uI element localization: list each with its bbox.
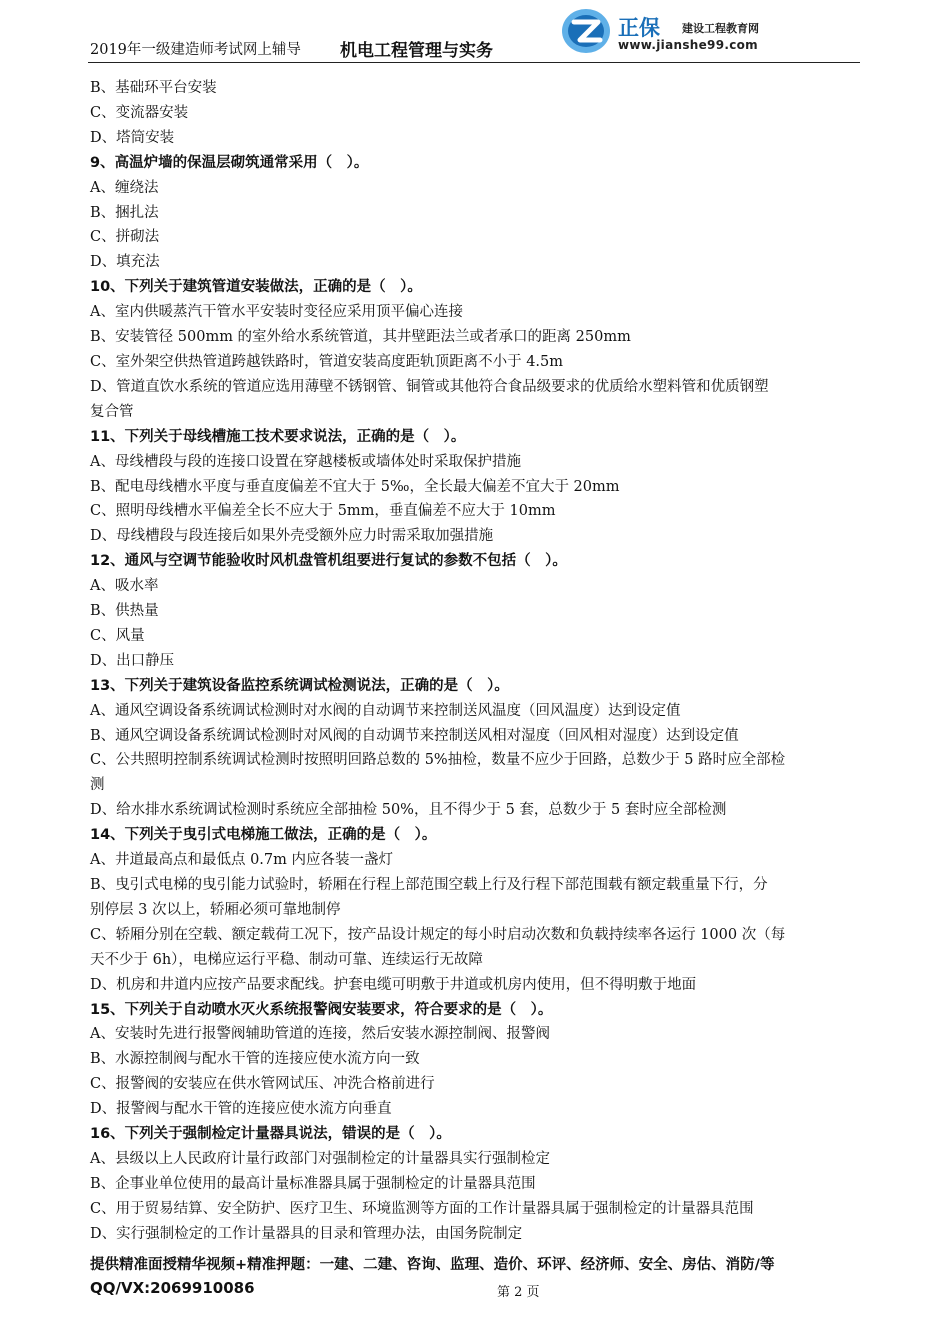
answer-option: 复合管: [90, 403, 134, 420]
answer-option: A、缠绕法: [90, 179, 159, 196]
answer-option: C、室外架空供热管道跨越铁路时，管道安装高度距轨顶距离不小于 4.5m: [90, 353, 564, 370]
answer-option: C、照明母线槽水平偏差全长不应大于 5mm，垂直偏差不应大于 10mm: [90, 503, 556, 520]
answer-option: B、供热量: [90, 603, 159, 620]
answer-option: D、管道直饮水系统的管道应选用薄壁不锈钢管、铜管或其他符合食品级要求的优质给水塑料管和优质钢塑: [90, 378, 769, 395]
question-stem: 13、下列关于建筑设备监控系统调试检测说法，正确的是（ ）。: [90, 677, 509, 694]
answer-option: D、填充法: [90, 254, 160, 271]
answer-option: B、基础环平台安装: [90, 80, 217, 96]
answer-option: 别停层 3 次以上，轿厢必须可靠地制停: [90, 901, 341, 918]
answer-option: B、水源控制阀与配水干管的连接应使水流方向一致: [90, 1051, 420, 1068]
page-number: 第 2 页: [497, 1285, 540, 1300]
answer-option: D、出口静压: [90, 652, 175, 669]
answer-option: B、企事业单位使用的最高计量标准器具属于强制检定的计量器具范围: [90, 1175, 536, 1192]
answer-option: C、用于贸易结算、安全防护、医疗卫生、环境监测等方面的工作计量器具属于强制检定的计量器具范围: [90, 1200, 754, 1217]
logo-website-url: www.jianshe99.com: [618, 38, 758, 52]
answer-option: D、给水排水系统调试检测时系统应全部抽检 50%，且不得少于 5 套，总数少于 5 套时应全部检测: [90, 802, 727, 819]
page-header: [88, 0, 860, 63]
answer-option: D、塔筒安装: [90, 129, 175, 146]
question-stem: 9、高温炉墙的保温层砌筑通常采用（ ）。: [90, 154, 369, 171]
answer-option: A、县级以上人民政府计量行政部门对强制检定的计量器具实行强制检定: [90, 1150, 550, 1167]
answer-option: B、通风空调设备系统调试检测时对风阀的自动调节来控制送风相对湿度（回风相对湿度）达到设定值: [90, 727, 739, 744]
footer-contact: QQ/VX:2069910086: [90, 1279, 255, 1297]
answer-option: D、机房和井道内应按产品要求配线。护套电缆可明敷于井道或机房内使用，但不得明敷于地面: [90, 976, 697, 993]
brand-logo: [558, 4, 858, 58]
answer-option: C、轿厢分别在空载、额定载荷工况下，按产品设计规定的每小时启动次数和负载持续率各运行 1000 次（每: [90, 926, 786, 943]
answer-option: C、报警阀的安装应在供水管网试压、冲洗合格前进行: [90, 1076, 435, 1093]
answer-option: C、拼砌法: [90, 229, 160, 246]
question-stem: 11、下列关于母线槽施工技术要求说法，正确的是（ ）。: [90, 428, 466, 445]
question-stem: 10、下列关于建筑管道安装做法，正确的是（ ）。: [90, 279, 422, 296]
answer-option: A、安装时先进行报警阀辅助管道的连接，然后安装水源控制阀、报警阀: [90, 1026, 550, 1043]
answer-option: 天不少于 6h），电梯应运行平稳、制动可靠、连续运行无故障: [90, 951, 483, 968]
question-stem: 16、下列关于强制检定计量器具说法，错误的是（ ）。: [90, 1126, 451, 1143]
footer-promo-text: 提供精准面授精华视频+精准押题：一建、二建、咨询、监理、造价、环评、经济师、安全、房估、消防/等: [90, 1257, 775, 1273]
answer-option: C、公共照明控制系统调试检测时按照明回路总数的 5%抽检，数量不应少于回路，总数少于 5 路时应全部检: [90, 752, 786, 769]
answer-option: A、吸水率: [90, 578, 159, 595]
answer-option: D、母线槽段与段连接后如果外壳受额外应力时需采取加强措施: [90, 528, 494, 545]
answer-option: B、曳引式电梯的曳引能力试验时，轿厢在行程上部范围空载上行及行程下部范围载有额定载重量下行，分: [90, 877, 768, 893]
logo-brand-name: 正保: [618, 16, 660, 40]
answer-option: D、实行强制检定的工作计量器具的目录和管理办法，由国务院制定: [90, 1225, 523, 1242]
answer-option: A、母线槽段与段的连接口设置在穿越楼板或墙体处时采取保护措施: [90, 453, 521, 470]
answer-option: 测: [90, 777, 105, 794]
question-content: [90, 76, 862, 1247]
answer-option: A、室内供暖蒸汽干管水平安装时变径应采用顶平偏心连接: [90, 304, 463, 321]
answer-option: C、风量: [90, 627, 145, 644]
question-stem: 12、通风与空调节能验收时风机盘管机组要进行复试的参数不包括（ ）。: [90, 553, 567, 570]
question-stem: 14、下列关于曳引式电梯施工做法，正确的是（ ）。: [90, 827, 437, 844]
answer-option: B、配电母线槽水平度与垂直度偏差不宜大于 5‰，全长最大偏差不宜大于 20mm: [90, 478, 620, 495]
answer-option: A、通风空调设备系统调试检测时对水阀的自动调节来控制送风温度（回风温度）达到设定值: [90, 702, 681, 719]
header-course-title: 机电工程管理与实务: [340, 41, 493, 61]
answer-option: A、井道最高点和最低点 0.7m 内应各装一盏灯: [90, 852, 393, 869]
question-stem: 15、下列关于自动喷水灭火系统报警阀安装要求，符合要求的是（ ）。: [90, 1001, 553, 1018]
logo-emblem-icon: [560, 6, 612, 56]
answer-option: B、捆扎法: [90, 204, 159, 221]
answer-option: B、安装管径 500mm 的室外给水系统管道，其井壁距法兰或者承口的距离 250mm: [90, 329, 631, 346]
answer-option: D、报警阀与配水干管的连接应使水流方向垂直: [90, 1101, 392, 1118]
answer-option: C、变流器安装: [90, 104, 189, 121]
header-exam-title: 2019年一级建造师考试网上辅导: [90, 42, 301, 58]
logo-brand-subtitle: 建设工程教育网: [682, 22, 759, 35]
